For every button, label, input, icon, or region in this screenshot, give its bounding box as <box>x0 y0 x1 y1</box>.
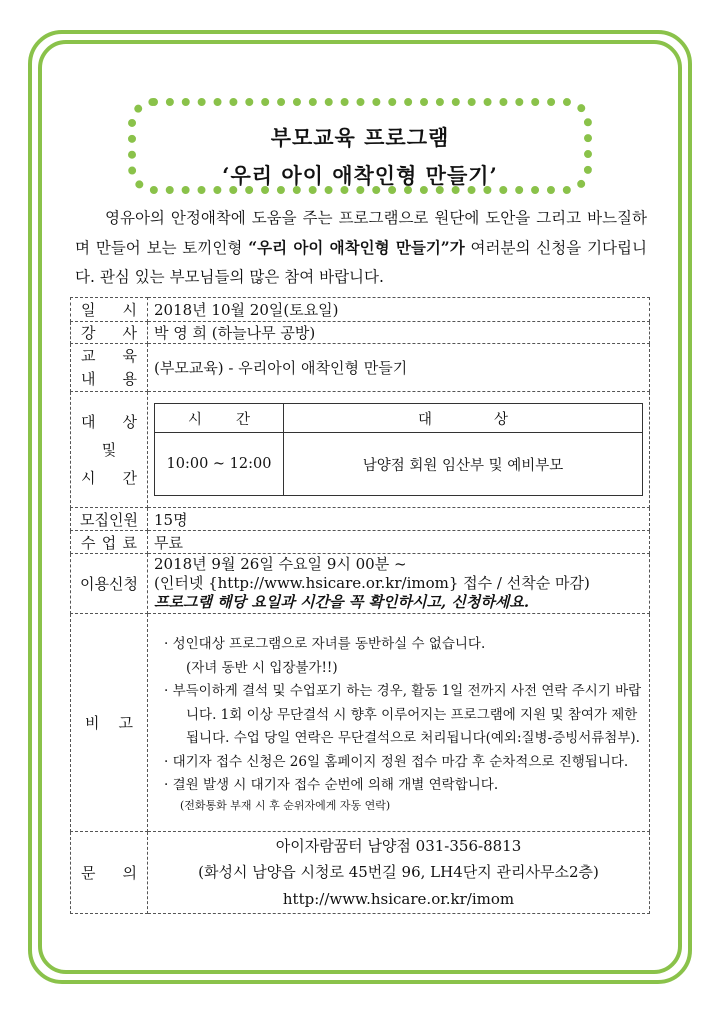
label-target-3b: 간 <box>122 468 137 487</box>
value-recruit: 15명 <box>148 508 650 531</box>
label-remarks-b: 고 <box>118 714 133 732</box>
label-content-2a: 내 <box>81 369 96 388</box>
label-recruit: 모집인원 <box>71 508 148 531</box>
apply-line1: 2018년 9월 26일 수요일 9시 00분 ~ <box>154 555 407 573</box>
label-fee-c: 료 <box>122 533 137 552</box>
row-inquiry <box>71 832 650 914</box>
th-target-b: 상 <box>494 411 509 428</box>
row-target <box>71 392 650 508</box>
label-target-1b: 상 <box>122 412 137 431</box>
label-target-1a: 대 <box>81 412 96 431</box>
label-content-2b: 용 <box>122 369 137 388</box>
label-remarks-a: 비 <box>85 714 100 732</box>
label-instructor-a: 강 <box>81 324 96 342</box>
intro-bold: “우리 아이 애착인형 만들기”가 <box>248 238 465 257</box>
th-target <box>284 404 643 433</box>
label-inquiry-a: 문 <box>81 864 96 882</box>
value-instructor: 박 영 희 (하늘나무 공방) <box>148 322 650 344</box>
label-date-b: 시 <box>122 301 137 319</box>
value-content: (부모교육) - 우리아이 애착인형 만들기 <box>148 344 650 392</box>
row-apply <box>71 554 650 614</box>
th-time-a: 시 <box>187 411 202 428</box>
row-date <box>71 298 650 322</box>
remark-1: · 성인대상 프로그램으로 자녀를 동반하실 수 없습니다. <box>164 635 486 652</box>
label-fee-b: 업 <box>101 533 117 552</box>
title-line2: ‘우리 아이 애착인형 만들기’ <box>222 163 498 188</box>
schedule-table <box>154 403 643 496</box>
label-instructor-b: 사 <box>122 324 137 342</box>
value-fee: 무료 <box>148 531 650 554</box>
remark-1-sub: (자녀 동반 시 입장불가!!) <box>186 659 338 676</box>
remark-4-sub: (전화통화 부재 시 후 순위자에게 자동 연락) <box>180 799 391 813</box>
row-content <box>71 344 650 392</box>
intro-text-2: 여러분의 신청을 기다립니다. 관심 있는 부모님들의 많은 참여 바랍니다. <box>75 239 647 286</box>
remark-4: · 결원 발생 시 대기자 접수 순번에 의해 개별 연락합니다. <box>164 777 499 794</box>
cell-target: 남양점 회원 임산부 및 예비부모 <box>284 433 643 496</box>
row-instructor <box>71 322 650 344</box>
intro-paragraph <box>75 204 647 292</box>
label-apply: 이용신청 <box>71 554 148 614</box>
label-content-1a: 교 <box>81 346 96 365</box>
cell-time: 10:00 ~ 12:00 <box>155 433 284 496</box>
apply-line3: 프로그램 해당 요일과 시간을 꼭 확인하시고, 신청하세요. <box>154 593 530 611</box>
remark-2: · 부득이하게 결석 및 수업포기 하는 경우, 활동 1일 전까지 사전 연락 주시기 바랍니다. 1회 이상 무단결석 시 향후 이루어지는 프로그램에 지원 및 참여가 제한됩니다. 수업 당일 연락은 무단결석으로 처리됩니다(예외:질병-증빙서류첨부). <box>164 683 642 747</box>
label-content-1b: 육 <box>122 346 137 365</box>
inquiry-url[interactable]: http://www.hsicare.or.kr/imom <box>282 889 515 908</box>
label-target-3a: 시 <box>81 468 96 487</box>
th-target-a: 대 <box>417 411 432 428</box>
row-recruit <box>71 508 650 531</box>
title-box <box>128 98 592 194</box>
inquiry-line1: 아이자람꿈터 남양점 031-356-8813 <box>275 836 522 855</box>
inquiry-line2: (화성시 남양읍 시청로 45번길 96, LH4단지 관리사무소2층) <box>198 863 599 882</box>
title-line1: 부모교육 프로그램 <box>270 125 450 150</box>
value-date: 2018년 10월 20일(토요일) <box>148 298 650 322</box>
row-fee <box>71 531 650 554</box>
row-remarks <box>71 614 650 832</box>
remark-3: · 대기자 접수 신청은 26일 홈페이지 정원 접수 마감 후 순차적으로 진행됩니다. <box>164 753 629 770</box>
intro-text-1: 영유아의 안정애착에 도움을 주는 프로그램으로 원단에 도안을 그리고 바느질하며 만들어 보는 토끼인형 <box>75 209 647 257</box>
label-date-a: 일 <box>81 301 96 319</box>
apply-line2: (인터넷 {http://www.hsicare.or.kr/imom} 접수 / 선착순 마감) <box>154 574 590 592</box>
th-time-b: 간 <box>236 411 251 428</box>
th-time <box>155 404 284 433</box>
label-inquiry-b: 의 <box>122 864 137 882</box>
label-fee-a: 수 <box>81 533 96 552</box>
label-target-2: 및 <box>101 440 117 459</box>
info-table <box>70 297 650 914</box>
